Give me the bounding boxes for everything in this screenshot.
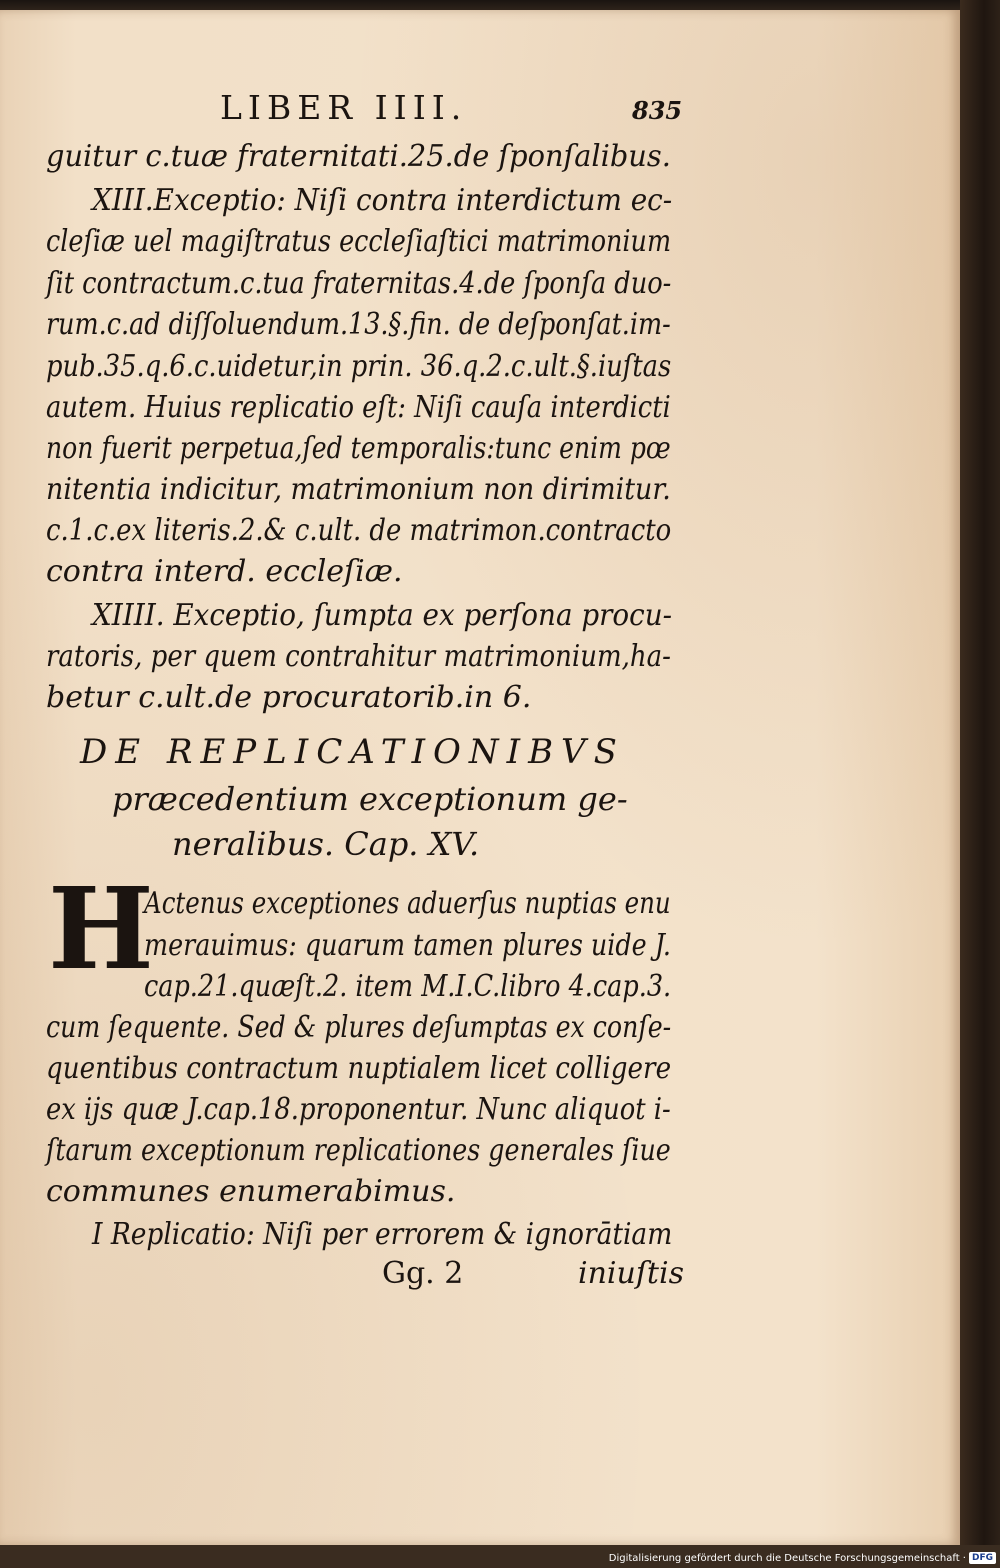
text-line: pub.35.q.6.c.uidetur,in prin. 36.q.2.c.ult.§.iuſtas: [46, 349, 672, 384]
text-line: I Replicatio: Niſi per errorem & ignorātiam: [92, 1217, 673, 1252]
text-line: c.1.c.ex literis.2.& c.ult. de matrimon.contracto: [46, 513, 672, 548]
book-edge: [960, 0, 1000, 1568]
text-line: cleſiæ uel magiſtratus eccleſiaſtici matrimonium: [46, 224, 672, 259]
text-line: ſit contractum.c.tua fraternitas.4.de ſponſa duo-: [46, 266, 672, 301]
text-line: ratoris, per quem contrahitur matrimonium,ha-: [46, 639, 671, 674]
signature-mark: Gg. 2: [382, 1256, 464, 1291]
digitization-credit: [609, 1552, 996, 1564]
text-line: XIIII. Exceptio, ſumpta ex perſona procu-: [92, 598, 673, 633]
text-line: betur c.ult.de procuratorib.in 6.: [46, 680, 532, 715]
text-line: guitur c.tuæ fraternitati.25.de ſponſalibus.: [46, 139, 671, 174]
text-line: rum.c.ad diſſoluendum.13.§.fin. de deſponſat.im-: [46, 307, 671, 342]
running-title: LIBER IIII.: [220, 88, 468, 127]
text-line: communes enumerabimus.: [46, 1174, 456, 1209]
text-line: autem. Huius replicatio eſt: Niſi cauſa interdicti: [46, 390, 671, 425]
text-line: cap.21.quæſt.2. item M.I.C.libro 4.cap.3.: [144, 969, 672, 1004]
chapter-title: DE REPLICATIONIBVS: [80, 732, 625, 772]
page-number: 835: [632, 96, 683, 125]
dfg-logo: DFG: [969, 1552, 996, 1564]
text-line: contra interd. eccleſiæ.: [46, 554, 403, 589]
chapter-subtitle: præcedentium exceptionum ge-: [112, 780, 628, 818]
text-line: ſtarum exceptionum replicationes generales ſiue: [46, 1133, 671, 1168]
text-line: XIII.Exceptio: Niſi contra interdictum ec-: [92, 183, 673, 218]
catchword: iniuſtis: [578, 1256, 684, 1291]
text-line: cum ſequente. Sed & plures deſumptas ex conſe-: [46, 1010, 672, 1045]
text-line: nitentia indicitur, matrimonium non dirimitur.: [46, 472, 671, 507]
text-line: ex ijs quæ J.cap.18.proponentur. Nunc aliquot i-: [46, 1092, 671, 1127]
drop-cap: H: [48, 864, 154, 995]
chapter-subtitle: neralibus. Cap. XV.: [172, 825, 480, 863]
text-line: quentibus contractum nuptialem licet colligere: [46, 1051, 672, 1086]
credit-text: Digitalisierung gefördert durch die Deutsche Forschungsgemeinschaft ·: [608, 1552, 966, 1564]
text-line: merauimus: quarum tamen plures uide J.: [144, 928, 671, 963]
text-line: non fuerit perpetua,ſed temporalis:tunc enim pœ: [46, 431, 671, 466]
text-line: Actenus exceptiones aduerſus nuptias enu: [144, 886, 671, 921]
